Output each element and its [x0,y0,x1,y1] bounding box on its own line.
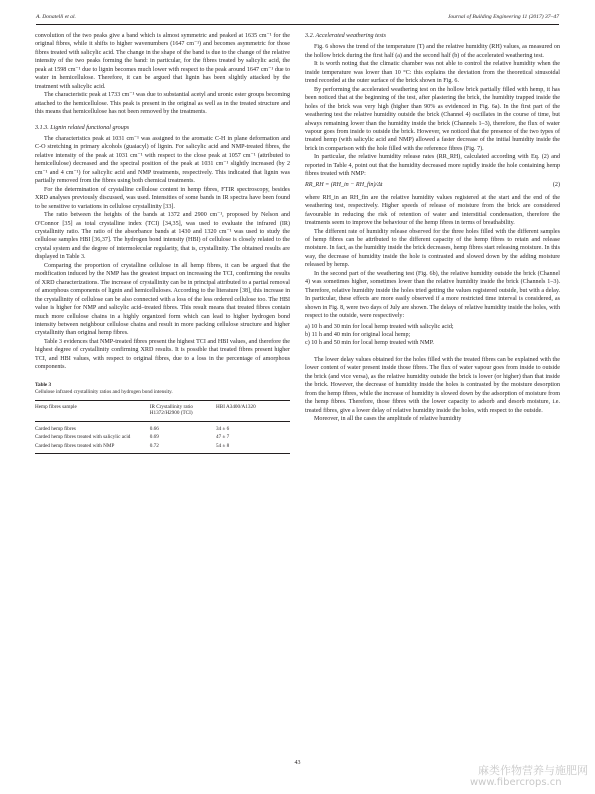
table-row [35,442,290,453]
table-row [35,433,290,442]
equation-number: (2) [552,181,560,188]
paragraph: The ratio between the heights of the bands at 1372 and 2900 cm⁻¹, proposed by Nelson and O'Connor [35] as total crystalline index (TCI) [34,35], was used to evaluate the infrared (IR) crystallinity ratio. The ratio of the absorbance bands at 1430 and 1320 cm⁻¹ was used to study the cellulose samples HBI [36,37]. The hydrogen bond intensity (HBI) of cellulose is closely related to the crystal system and the degree of intermolecular regularity, that is, crystallinity. The obtained results are displayed in Table 3. [35,212,290,261]
table-cell: 54 ± 8 [216,442,290,453]
table-cell: 0.72 [150,442,216,453]
paragraph: The characteristics peak at 1031 cm⁻¹ was assigned to the aromatic C-H in plane deformation and C-O stretching in primary alcohols (guaiacyl) of lignin. For salicylic acid and NMP-treated fibres, the relative intensity of the peak at 1031 cm⁻¹ with respect to the close peak at 1057 cm⁻¹ (attributed to hemicellulose) decreased and the spectral position of the peak at 1031 cm⁻¹ slightly increased (by 2 cm⁻¹ and 4 cm⁻¹) for salicylic acid and NMP treatments, respectively. This indicated that lignin was partially removed from the fibres using both chemical treatments. [35,135,290,185]
watermark-text: 麻类作物营养与施肥网 [478,764,588,777]
list-item: b) 11 h and 40 min for original local hemp; [305,331,411,338]
paragraph: In particular, the relative humidity release rates (RR_RH), calculated according with Eq. (2) and reported in Table 4, point out that the humidity decreased more rapidly inside the hole containing hemp fibres treated with NMP: [305,154,560,178]
table-header: HBI A3400/A1320 [216,400,290,421]
table-caption-text: Cellulose infrared crystallinity ratios and hydrogen bond intensity. [35,388,173,395]
equation-text: RR_RH = (RH_in − RH_fin)/Δt [305,181,383,188]
paragraph: convolution of the two peaks give a band which is almost symmetric and peaked at 1635 cm⁻¹ for the original fibres, while it shifts to higher wavenumbers (1647 cm⁻¹) and becomes asymmetric for those fibres treated with salicylic acid. The change in the shape of the band is due to the change of the relative intensity of the two peaks forming the band: in particular, for the fibres treated by salicylic acid, the peak at 1598 cm⁻¹ due to lignin becomes much lower with respect to the peak around 1647 cm⁻¹ due to water in hemicellulose. Therefore, it can be argued that lignin has been slightly attacked by the treatment with salicylic acid. [35,33,290,90]
table-cell: 34 ± 6 [216,425,230,432]
table-cell: Carded hemp fibres treated with salicylic acid [35,434,131,441]
paragraph: Comparing the proportion of crystalline cellulose in all hemp fibres, it can be argued that the modification induced by the NMP has the greatest impact on increasing the TCI, confirming the results of XRD characterizations. The increase of crystallinity can be in principal attributed to a partial removal of amorphous components of lignin and hemicelluloses. According to the literature [38], this increase in the crystallinity of cellulose can be also connected with a loss of the less ordered cellulose too. The HBI value is higher for NMP and salicylic acid–treated fibres. This result means that treated fibres contain much more cellulose chains in a highly organized form which can lead to higher hydrogen bond intensity between neighbour cellulose chains and result in more packing cellulose structure and higher crystallinity than original hemp fibres. [35,262,290,337]
table-label: Table 3 [35,381,52,388]
equation-2 [305,181,560,192]
page-number: 43 [294,760,301,766]
running-header [36,14,559,26]
table-caption [35,382,290,396]
table-cell: 0.66 [149,425,159,432]
header-authors: A. Donatelli et al. [36,14,76,20]
table-row [35,421,290,433]
header-rule [36,24,559,25]
paragraph: It is worth noting that the climatic chamber was not able to control the relative humidity when the inside temperature was lower than 10 °C: this explains the deviation from the theoretical sinusoidal trend recorded at the outer surface of the brick shown in Fig. 6. [305,61,560,85]
subsection-heading: 3.1.3. Lignin related functional groups [35,124,130,131]
table-header: IR Crystallinity ratio H1372/H2900 (TCI) [150,400,216,421]
table-cell: Carded hemp fibres [35,425,76,432]
paragraph: For the determination of crystalline cellulose content in hemp fibres, FTIR spectroscopy, besides XRD analyses previously discussed, was used. Intensities of some bands in IR spectra have been found to be sensitive to variations in cellulose crystallinity [33]. [35,186,290,210]
paragraph: The characteristic peak at 1733 cm⁻¹ was due to substantial acetyl and uronic ester groups becoming attached to the hemicellulose. This peak is present in the original as well as in the treated structure and this means that hemicellulose has not been removed by the treatments. [35,92,290,116]
right-column [305,32,560,423]
paragraph: Moreover, in all the cases the amplitude of relative humidity [314,416,462,423]
table-cell: Carded hemp fibres treated with NMP [35,442,150,453]
paragraph: The lower delay values obtained for the holes filled with the treated fibres can be explained with the lower content of water present inside those fibres. The flux of water vapour goes from inside to outside the brick (and vice versa), as the relative humidity outside the brick is lower (or higher) than that inside the brick. However, the decrease of humidity inside the holes is contrasted by the moisture desorption from the hemp fibres, while the increase of humidity is slowed down by the adsorption of moisture from the hemp fibres. Therefore, those fibres with the lower capacity to adsorb and desorb moisture, i.e. treated fibres, give a lower delay of relative humidity inside the holes, with respect to the outside. [305,356,560,414]
paragraph: Table 3 evidences that NMP-treated fibres present the highest TCI and HBI values, and therefore the highest degree of crystallinity confirming XRD results. It is possible that treated fibres present higher TCI, and HBI values, with respect to original fibres, due to a loss in the percentage of amorphous components. [35,338,290,371]
paragraph: The different rate of humidity release observed for the three holes filled with the different samples of hemp fibres can be attributed to the different capacity of the hemp fibres to retain and release moisture. In fact, as the humidity inside the brick decreases, hemp fibres start releasing moisture. In this way, the decrease of humidity inside the hole is contrasted and slowed down by the adding moisture released by hemp. [305,228,560,269]
table-cell: 0.69 [149,434,159,441]
section-heading: 3.2. Accelerated weathering tests [305,33,386,39]
paragraph: where RH_in an RH_fin are the relative humidity values registered at the start and the end of the weathering test, respectively. Higher speeds of release of moisture from the brick are considered favourable in reducing the risk of retention of water and interstitial condensation, therefore the treatments seem to improve the behaviour of the hemp fibres in terms of breathability. [305,194,560,227]
watermark-url: www.fibercrops.cn [470,777,562,788]
paragraph: In the second part of the weathering test (Fig. 6b), the relative humidity outside the brick (Channel 4) was sometimes higher, sometimes lower than the relative humidity inside the brick (Channels 1–3). Therefore, relative humidity inside the holes tried getting the values registered outside, but with a delay. In particular, these effects are more easily observed if a more restricted time interval is considered, as shown in Fig. 8, were two days of July are shown. The delays of relative humidity inside the holes, with respect to the outside, were respectively: [305,270,560,320]
delay-list [305,323,560,348]
list-item: c) 10 h and 50 min for local hemp treated with NMP. [305,340,434,347]
header-journal: Journal of Building Engineering 11 (2017) 37–47 [447,14,559,20]
list-item: a) 10 h and 30 min for local hemp treated with salicylic acid; [305,323,454,330]
paragraph: Fig. 6 shows the trend of the temperature (T) and the relative humidity (RH) values, as measured on the hollow brick during the first half (a) and the second half (b) of the accelerated weathering test. [305,44,560,59]
left-column [35,32,290,454]
table-header: Hemp fibres sample [35,400,150,421]
crystallinity-table [35,400,290,454]
table-cell: 47 ± 7 [216,434,230,441]
paragraph: By performing the accelerated weathering test on the hollow brick partially filled with hemp, it has been noticed that at the beginning of the test, after plastering the brick, the humidity trapped inside the holes of the brick was very high (higher than 90% as evidenced in Fig. 6a). In the first part of the weathering test the relative humidity outside the brick (Channel 4) oscillates in the course of time, but always remaining lower than the humidity inside the brick (Channels 1–3), therefore, the flux of water vapour goes from inside to outside the brick. However, we noticed that the presence of the two types of treated hemp (with salicylic acid and NMP) allowed a faster decrease of the initial humidity inside the brick in comparison with the hole filled with the reference fibres (Fig. 7). [305,86,560,152]
